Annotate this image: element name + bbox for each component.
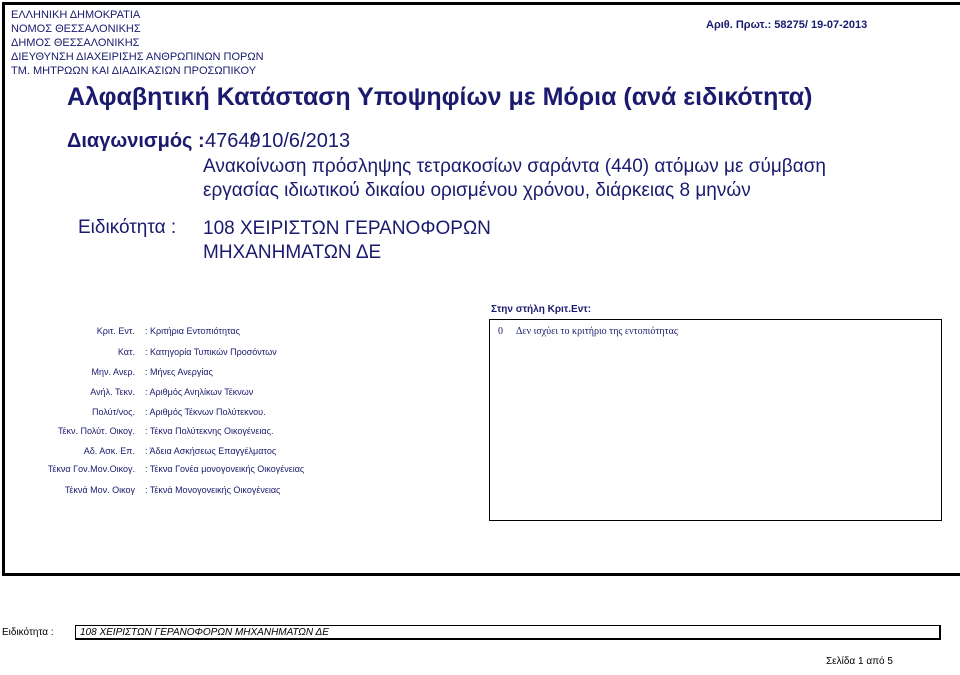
footer-specialty-box bbox=[75, 625, 941, 640]
legend-desc: : Αριθμός Ανηλίκων Τέκνων bbox=[145, 387, 254, 397]
criteria-code: 0 bbox=[498, 326, 503, 337]
legend-desc: : Κατηγορία Τυπικών Προσόντων bbox=[145, 347, 277, 357]
header-line-country: ΕΛΛΗΝΙΚΗ ΔΗΜΟΚΡΑΤΙΑ bbox=[11, 9, 141, 21]
protocol-number: Αριθ. Πρωτ.: 58275/ 19-07-2013 bbox=[706, 19, 868, 31]
legend-abbr: Μην. Ανερ. bbox=[91, 367, 135, 377]
criteria-text: Δεν ισχύει το κριτήριο της εντοπιότητας bbox=[516, 326, 678, 337]
header-line-prefecture: ΝΟΜΟΣ ΘΕΣΣΑΛΟΝΙΚΗΣ bbox=[11, 23, 141, 35]
criteria-column-note: Στην στήλη Κριτ.Εντ: bbox=[491, 304, 592, 315]
legend-desc: : Τέκνα Πολύτεκνης Οικογένειας. bbox=[145, 426, 274, 436]
announcement-text: Ανακοίνωση πρόσληψης τετρακοσίων σαράντα (440) ατόμων με σύμβαση εργασίας ιδιωτικού δικαίου ορισμένου χρόνου, διάρκειας 8 μηνών bbox=[203, 156, 826, 201]
legend-abbr: Κριτ. Εντ. bbox=[96, 326, 135, 336]
legend-desc: : Μήνες Ανεργίας bbox=[145, 367, 213, 377]
legend-abbr: Αδ. Ασκ. Επ. bbox=[83, 446, 135, 456]
competition-label: Διαγωνισμός : bbox=[67, 130, 205, 152]
legend-abbr: Ανήλ. Τεκν. bbox=[90, 387, 135, 397]
legend-abbr: Πολύτ/νος. bbox=[92, 407, 135, 417]
legend-desc: : Άδεια Ασκήσεως Επαγγέλματος bbox=[145, 446, 277, 456]
legend-desc: : Τέκνά Μονογονεικής Οικογένειας bbox=[145, 485, 281, 495]
legend-abbr: Τέκνα Γον.Μον.Οικογ. bbox=[47, 464, 135, 474]
legend-desc: : Αριθμός Τέκνων Πολύτεκνου. bbox=[145, 407, 266, 417]
legend-desc: : Τέκνα Γονέα μονογονεικής Οικογένειας bbox=[145, 464, 305, 474]
criteria-box bbox=[489, 319, 942, 521]
legend-abbr: Τέκν. Πολύτ. Οικογ. bbox=[57, 426, 135, 436]
specialty-value: 108 ΧΕΙΡΙΣΤΩΝ ΓΕΡΑΝΟΦΟΡΩΝ ΜΗΧΑΝΗΜΑΤΩΝ ΔΕ bbox=[203, 218, 491, 263]
page-number: Σελίδα 1 από 5 bbox=[826, 656, 893, 667]
header-line-municipality: ΔΗΜΟΣ ΘΕΣΣΑΛΟΝΙΚΗΣ bbox=[11, 37, 140, 49]
legend-desc: : Κριτήρια Εντοπιότητας bbox=[145, 326, 240, 336]
footer-specialty-label: Ειδικότητα : bbox=[2, 627, 54, 638]
legend-abbr: Κατ. bbox=[117, 347, 135, 357]
competition-number: 47649 bbox=[205, 130, 261, 152]
specialty-label: Ειδικότητα : bbox=[78, 217, 177, 238]
header-line-department: ΤΜ. ΜΗΤΡΩΩΝ ΚΑΙ ΔΙΑΔΙΚΑΣΙΩΝ ΠΡΟΣΩΠΙΚΟΥ bbox=[11, 65, 257, 77]
competition-date: / 10/6/2013 bbox=[250, 130, 351, 152]
legend-abbr: Τέκνά Μον. Οικογ bbox=[64, 485, 135, 495]
header-line-directorate: ΔΙΕΥΘΥΝΣΗ ΔΙΑΧΕΙΡΙΣΗΣ ΑΝΘΡΩΠΙΝΩΝ ΠΟΡΩΝ bbox=[11, 51, 264, 63]
page-title: Αλφαβητική Κατάσταση Υποψηφίων με Μόρια (ανά ειδικότητα) bbox=[67, 83, 813, 111]
footer-specialty-value: 108 ΧΕΙΡΙΣΤΩΝ ΓΕΡΑΝΟΦΟΡΩΝ ΜΗΧΑΝΗΜΑΤΩΝ ΔΕ bbox=[80, 627, 329, 638]
